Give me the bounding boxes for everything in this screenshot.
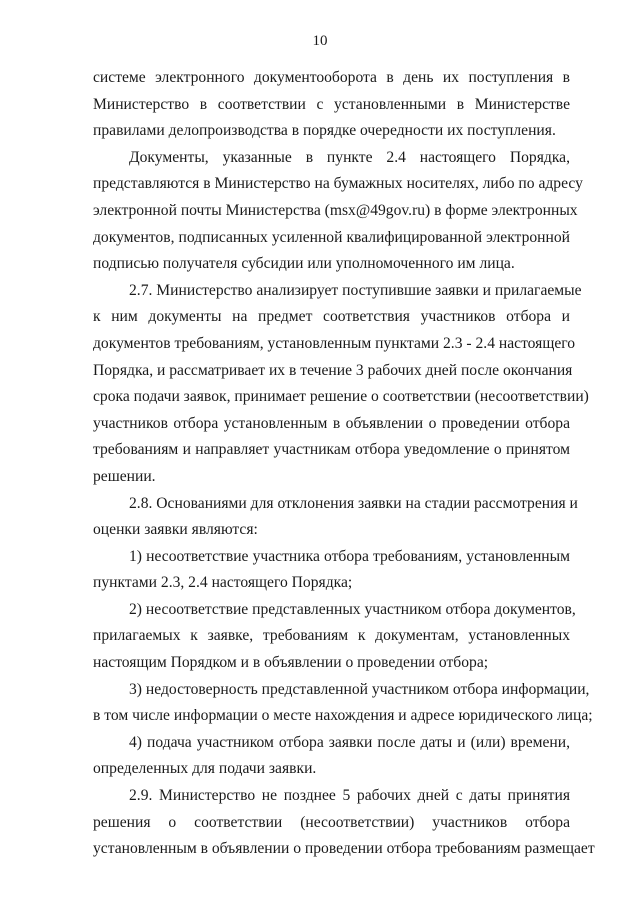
paragraph-p2 [93, 278, 589, 491]
text-line: 4) подача участником отбора заявки после даты и (или) времени, [129, 733, 570, 751]
text-line: решения о соответствии (несоответствии) участников отбора [93, 813, 570, 831]
text-line: представляются в Министерство на бумажных носителях, либо по адресу [93, 175, 583, 193]
text-line: настоящим Порядком и в объявлении о проведении отбора; [93, 654, 489, 672]
text-line: электронной почты Министерства (msx@49gov.ru) в форме электронных [93, 201, 578, 219]
text-line: установленным в объявлении о проведении отбора требованиям размещает [93, 840, 595, 858]
paragraph-p8 [93, 783, 595, 863]
paragraph-p1 [93, 145, 583, 278]
text-line: пунктами 2.3, 2.4 настоящего Порядка; [93, 574, 353, 592]
text-line: 2.8. Основаниями для отклонения заявки на стадии рассмотрения и [129, 494, 578, 512]
text-line: Документы, указанные в пункте 2.4 настоящего Порядка, [129, 148, 570, 166]
text-line: системе электронного документооборота в день их поступления в [93, 69, 570, 86]
paragraph-p0 [93, 65, 570, 145]
text-line: к ним документы на предмет соответствия участников отбора и [93, 308, 570, 326]
text-line: Министерство в соответствии с установленными в Министерстве [93, 95, 570, 113]
text-line: участников отбора установленным в объявлении о проведении отбора [93, 414, 570, 432]
text-line: оценки заявки являются: [93, 521, 258, 539]
text-line: прилагаемых к заявке, требованиям к документам, установленных [93, 627, 570, 645]
text-line: 1) несоответствие участника отбора требованиям, установленным [129, 547, 570, 565]
text-line: документов требованиям, установленным пунктами 2.3 - 2.4 настоящего [93, 334, 576, 352]
text-line: Порядка, и рассматривает их в течение 3 рабочих дней после окончания [93, 361, 573, 379]
text-line: 2) несоответствие представленных участником отбора документов, [129, 600, 576, 618]
paragraph-p3 [93, 491, 578, 544]
paragraph-p5 [93, 597, 576, 677]
paragraph-p4 [93, 544, 570, 597]
text-line: срока подачи заявок, принимает решение о соответствии (несоответствии) [93, 388, 589, 406]
text-line: 2.7. Министерство анализирует поступившие заявки и прилагаемые [129, 281, 582, 299]
text-line: 3) недостоверность представленной участником отбора информации, [129, 680, 590, 698]
text-line: подписью получателя субсидии или уполномоченного им лица. [93, 255, 515, 273]
paragraph-p6 [93, 677, 593, 730]
text-line: 2.9. Министерство не позднее 5 рабочих дней с даты принятия [129, 787, 570, 805]
text-line: в том числе информации о месте нахождения и адресе юридического лица; [93, 707, 593, 725]
document-body [93, 65, 595, 863]
text-line: документов, подписанных усиленной квалифицированной электронной [93, 228, 570, 246]
text-line: определенных для подачи заявки. [93, 760, 317, 778]
page-number: 10 [312, 33, 328, 49]
paragraph-p7 [93, 730, 570, 783]
text-line: требованиям и направляет участникам отбора уведомление о принятом [93, 441, 570, 459]
text-line: правилами делопроизводства в порядке очередности их поступления. [93, 122, 556, 140]
text-line: решении. [93, 467, 156, 485]
